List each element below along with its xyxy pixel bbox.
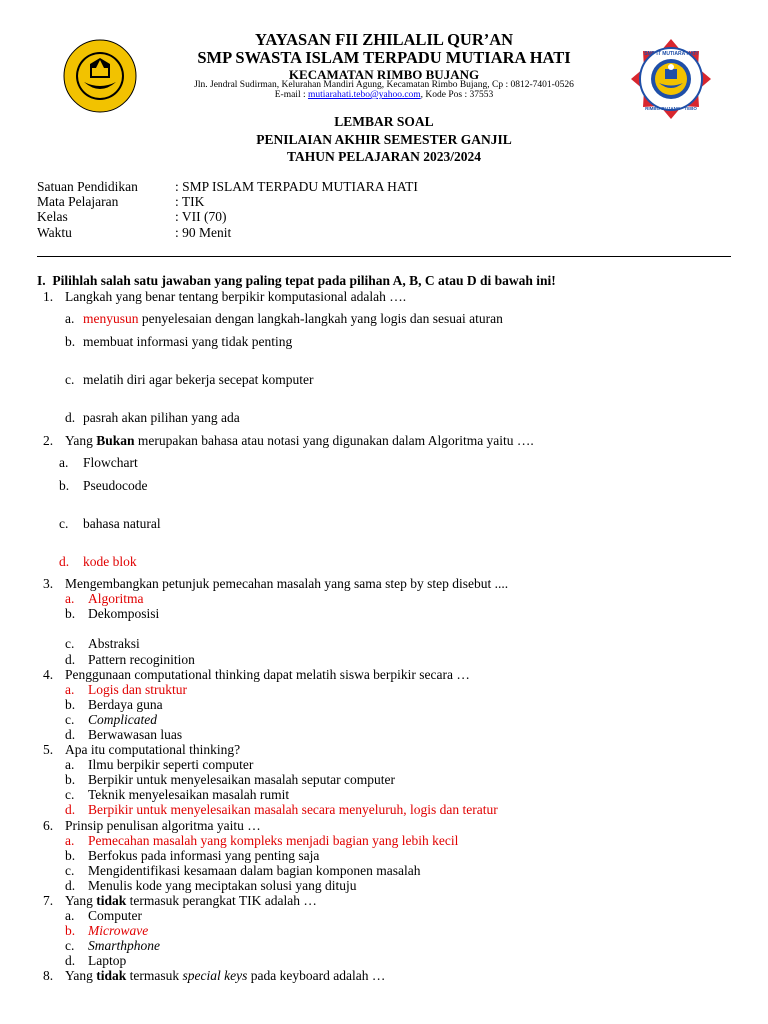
- question-number: 6.: [43, 818, 54, 833]
- option-letter: a.: [65, 833, 75, 848]
- option-text: Teknik menyelesaikan masalah rumit: [88, 787, 290, 802]
- option-letter: a.: [65, 757, 75, 772]
- option-letter: a.: [65, 682, 75, 697]
- question-number: 4.: [43, 667, 54, 682]
- option-text: Laptop: [88, 953, 127, 968]
- option-letter: b.: [65, 606, 76, 621]
- option-letter: c.: [65, 787, 75, 802]
- option-letter: d.: [65, 652, 76, 667]
- option-letter: d.: [59, 554, 70, 569]
- info-label: Mata Pelajaran: [37, 194, 119, 209]
- option-letter: d.: [65, 727, 76, 742]
- question-text: Apa itu computational thinking?: [65, 742, 241, 757]
- option-letter: c.: [65, 712, 75, 727]
- question-text: [65, 433, 534, 449]
- exam-title: PENILAIAN AKHIR SEMESTER GANJIL: [256, 132, 512, 147]
- question-text: Penggunaan computational thinking dapat melatih siswa berpikir secara …: [65, 667, 470, 682]
- email-label: E-mail :: [274, 90, 308, 100]
- option-text: pasrah akan pilihan yang ada: [83, 410, 240, 425]
- info-value: : 90 Menit: [175, 225, 232, 240]
- info-value: : SMP ISLAM TERPADU MUTIARA HATI: [175, 179, 418, 194]
- question-number: 3.: [43, 576, 54, 591]
- option-text: membuat informasi yang tidak penting: [83, 334, 293, 349]
- option-letter: a.: [65, 908, 75, 923]
- option-text: Mengidentifikasi kesamaan dalam bagian komponen masalah: [88, 863, 421, 878]
- option-text: Pseudocode: [83, 478, 148, 493]
- option-letter: d.: [65, 953, 76, 968]
- info-label: Kelas: [37, 209, 68, 224]
- option-text-answer: Logis dan struktur: [88, 682, 187, 697]
- option-letter: c.: [65, 636, 75, 651]
- option-text: Menulis kode yang meciptakan solusi yang dituju: [88, 878, 357, 893]
- option-text-answer: kode blok: [83, 554, 137, 569]
- question-number: 8.: [43, 968, 54, 983]
- school-year: TAHUN PELAJARAN 2023/2024: [286, 149, 481, 164]
- option-letter: d.: [65, 878, 76, 893]
- doc-title: LEMBAR SOAL: [334, 114, 434, 129]
- info-label: Waktu: [37, 225, 72, 240]
- divider: [37, 256, 731, 257]
- question-emphasis: Bukan: [96, 433, 135, 448]
- question-text-pre: Yang: [65, 433, 97, 448]
- option-text-answer: Pemecahan masalah yang kompleks menjadi bagian yang lebih kecil: [88, 833, 459, 848]
- option-letter: b.: [65, 848, 76, 863]
- option-text: bahasa natural: [83, 516, 161, 531]
- option-text: Complicated: [88, 712, 157, 727]
- answer-highlight: menyusun: [83, 311, 139, 326]
- question-emphasis: tidak: [96, 893, 127, 908]
- option-letter: a.: [65, 311, 75, 326]
- option-letter: c.: [59, 516, 69, 531]
- option-text: Berwawasan luas: [88, 727, 183, 742]
- question-number: 7.: [43, 893, 54, 908]
- option-text-answer: Microwave: [88, 923, 149, 938]
- option-letter: b.: [65, 334, 76, 349]
- foundation-name: YAYASAN FII ZHILALIL QUR’AN: [254, 30, 514, 49]
- district-name: KECAMATAN RIMBO BUJANG: [288, 67, 480, 82]
- postal-code: , Kode Pos : 37553: [420, 90, 494, 100]
- option-letter: c.: [65, 863, 75, 878]
- svg-text:SMP IT MUTIARA HATI: SMP IT MUTIARA HATI: [644, 51, 698, 57]
- question-text: Mengembangkan petunjuk pemecahan masalah yang sama step by step disebut ....: [65, 576, 509, 591]
- option-text: Flowchart: [83, 455, 138, 470]
- info-value: : VII (70): [175, 209, 227, 224]
- question-text: [65, 893, 317, 909]
- option-text: Berdaya guna: [88, 697, 163, 712]
- option-letter: b.: [65, 772, 76, 787]
- option-letter: c.: [65, 372, 75, 387]
- option-text: Pattern recoginition: [88, 652, 195, 667]
- option-text-answer: Algoritma: [88, 591, 144, 606]
- info-value: : TIK: [175, 194, 205, 209]
- question-text-post: merupakan bahasa atau notasi yang digunakan dalam Algoritma yaitu ….: [134, 433, 534, 448]
- svg-text:RIMBO BUJANG · TEBO: RIMBO BUJANG · TEBO: [645, 106, 697, 111]
- question-number: 1.: [43, 289, 54, 304]
- question-text-pre: Yang: [65, 893, 97, 908]
- option-text: melatih diri agar bekerja secepat komputer: [83, 372, 314, 387]
- option-text: [83, 311, 503, 327]
- email-link[interactable]: mutiarahati.tebo@yahoo.com: [307, 90, 421, 100]
- option-letter: c.: [65, 938, 75, 953]
- option-letter: a.: [59, 455, 69, 470]
- question-text-mid: termasuk: [126, 968, 183, 983]
- section-heading: [37, 273, 556, 289]
- question-number: 5.: [43, 742, 54, 757]
- option-letter: a.: [65, 591, 75, 606]
- question-italic: special keys: [182, 968, 248, 983]
- address: Jln. Jendral Sudirman, Kelurahan Mandiri Agung, Kecamatan Rimbo Bujang, Cp : 0812-7401-0526: [194, 80, 574, 90]
- option-text: Ilmu berpikir seperti computer: [88, 757, 254, 772]
- school-name: SMP SWASTA ISLAM TERPADU MUTIARA HATI: [197, 48, 571, 67]
- section-number: I.: [37, 273, 46, 288]
- question-text: [65, 968, 385, 984]
- info-label: Satuan Pendidikan: [37, 179, 138, 194]
- question-text: Langkah yang benar tentang berpikir komputasional adalah ….: [65, 289, 407, 304]
- option-letter: d.: [65, 802, 76, 817]
- question-text-post: pada keyboard adalah …: [247, 968, 386, 983]
- section-instruction: Pilihlah salah satu jawaban yang paling tepat pada pilihan A, B, C atau D di bawah ini!: [52, 273, 556, 288]
- option-text: Berpikir untuk menyelesaikan masalah seputar computer: [88, 772, 396, 787]
- question-text-pre: Yang: [65, 968, 97, 983]
- question-text: Prinsip penulisan algoritma yaitu …: [65, 818, 261, 833]
- option-letter: b.: [65, 923, 76, 938]
- option-letter: d.: [65, 410, 76, 425]
- option-text-answer: Berpikir untuk menyelesaikan masalah secara menyeluruh, logis dan teratur: [88, 802, 498, 817]
- question-text-post: termasuk perangkat TIK adalah …: [126, 893, 317, 908]
- option-letter: b.: [59, 478, 70, 493]
- question-emphasis: tidak: [96, 968, 127, 983]
- option-text: Computer: [88, 908, 142, 923]
- option-letter: b.: [65, 697, 76, 712]
- option-text: Smarthphone: [88, 938, 160, 953]
- option-text-rest: penyelesaian dengan langkah-langkah yang logis dan sesuai aturan: [138, 311, 503, 326]
- option-text: Abstraksi: [88, 636, 140, 651]
- option-text: Dekomposisi: [88, 606, 160, 621]
- question-number: 2.: [43, 433, 54, 448]
- option-text: Berfokus pada informasi yang penting saja: [88, 848, 320, 863]
- email-line: [0, 90, 768, 100]
